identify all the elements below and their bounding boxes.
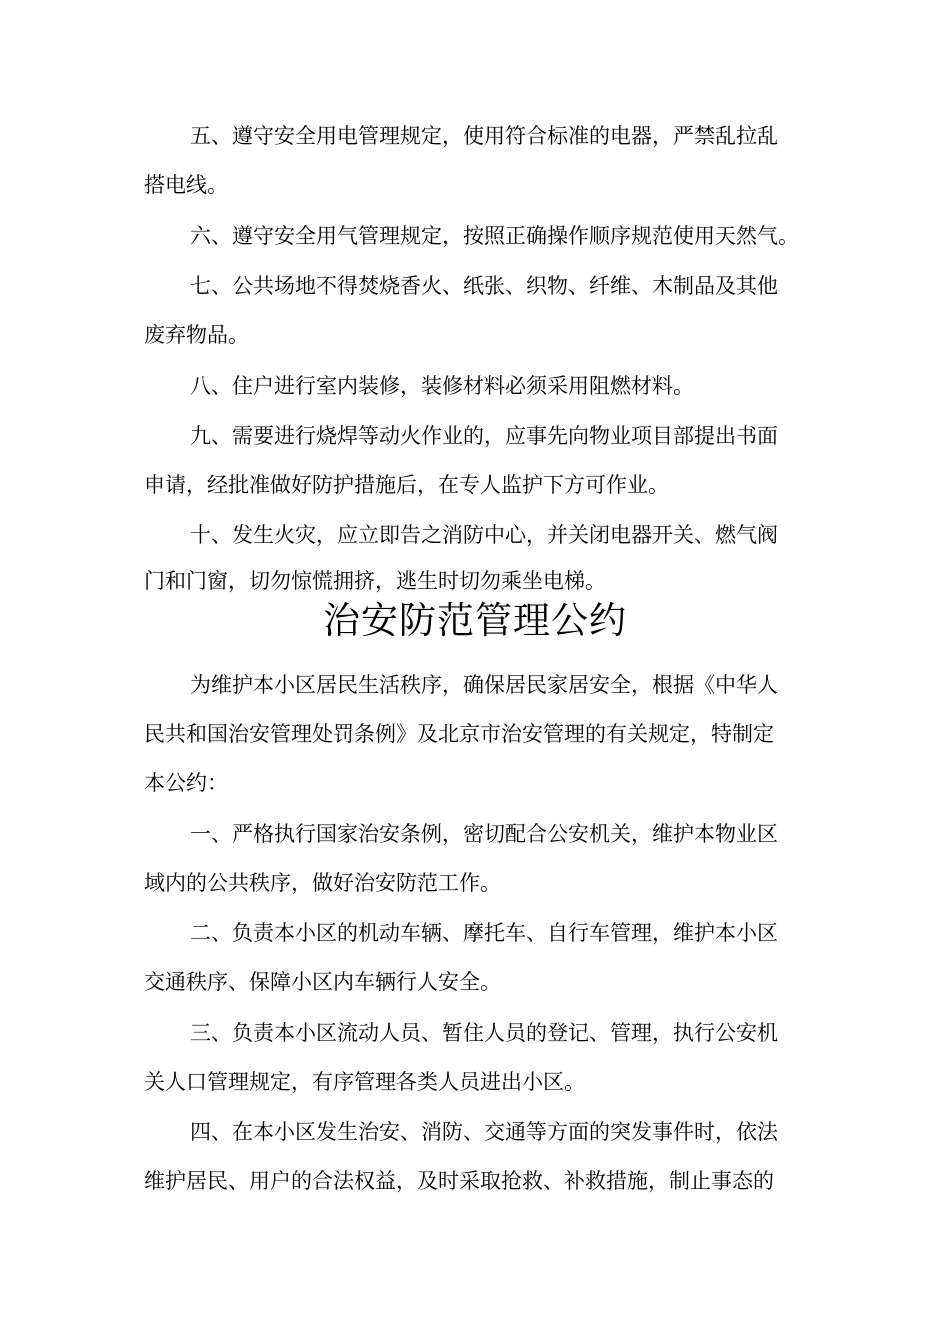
fire-rule-10-line-2: 门和门窗，切勿惊慌拥挤，逃生时切勿乘坐电梯。 — [144, 569, 606, 593]
security-rule-3-line-1: 三、负责本小区流动人员、暂住人员的登记、管理，执行公安机 — [190, 1021, 778, 1045]
fire-rule-5-line-1: 五、遵守安全用电管理规定，使用符合标准的电器，严禁乱拉乱 — [190, 124, 778, 148]
fire-rule-6-line-1: 六、遵守安全用气管理规定，按照正确操作顺序规范使用天然气。 — [190, 224, 799, 248]
preamble-line-1: 为维护本小区居民生活秩序，确保居民家居安全，根据《中华人 — [190, 673, 778, 697]
security-rule-2-line-1: 二、负责本小区的机动车辆、摩托车、自行车管理，维护本小区 — [190, 921, 778, 945]
fire-rule-7-line-1: 七、公共场地不得焚烧香火、纸张、织物、纤维、木制品及其他 — [190, 274, 778, 298]
fire-rule-10-line-1: 十、发生火灾，应立即告之消防中心，并关闭电器开关、燃气阀 — [190, 523, 778, 547]
security-rule-1-line-2: 域内的公共秩序，做好治安防范工作。 — [144, 871, 501, 895]
security-rule-2-line-2: 交通秩序、保障小区内车辆行人安全。 — [144, 970, 501, 994]
fire-rule-9-line-1: 九、需要进行烧焊等动火作业的，应事先向物业项目部提出书面 — [190, 424, 778, 448]
section-title: 治安防范管理公约 — [323, 599, 627, 642]
preamble-line-2: 民共和国治安管理处罚条例》及北京市治安管理的有关规定，特制定 — [144, 722, 774, 746]
fire-rule-8-line-1: 八、住户进行室内装修，装修材料必须采用阻燃材料。 — [190, 374, 694, 398]
security-rule-3-line-2: 关人口管理规定，有序管理各类人员进出小区。 — [144, 1070, 585, 1094]
security-rule-1-line-1: 一、严格执行国家治安条例，密切配合公安机关，维护本物业区 — [190, 822, 778, 846]
security-rule-4-line-2: 维护居民、用户的合法权益，及时采取抢救、补救措施，制止事态的 — [144, 1169, 774, 1193]
fire-rule-9-line-2: 申请，经批准做好防护措施后，在专人监护下方可作业。 — [144, 473, 669, 497]
preamble-line-3: 本公约： — [144, 771, 228, 795]
security-rule-4-line-1: 四、在本小区发生治安、消防、交通等方面的突发事件时，依法 — [190, 1120, 778, 1144]
fire-rule-5-line-2: 搭电线。 — [144, 173, 228, 197]
fire-rule-7-line-2: 废弃物品。 — [144, 323, 249, 347]
